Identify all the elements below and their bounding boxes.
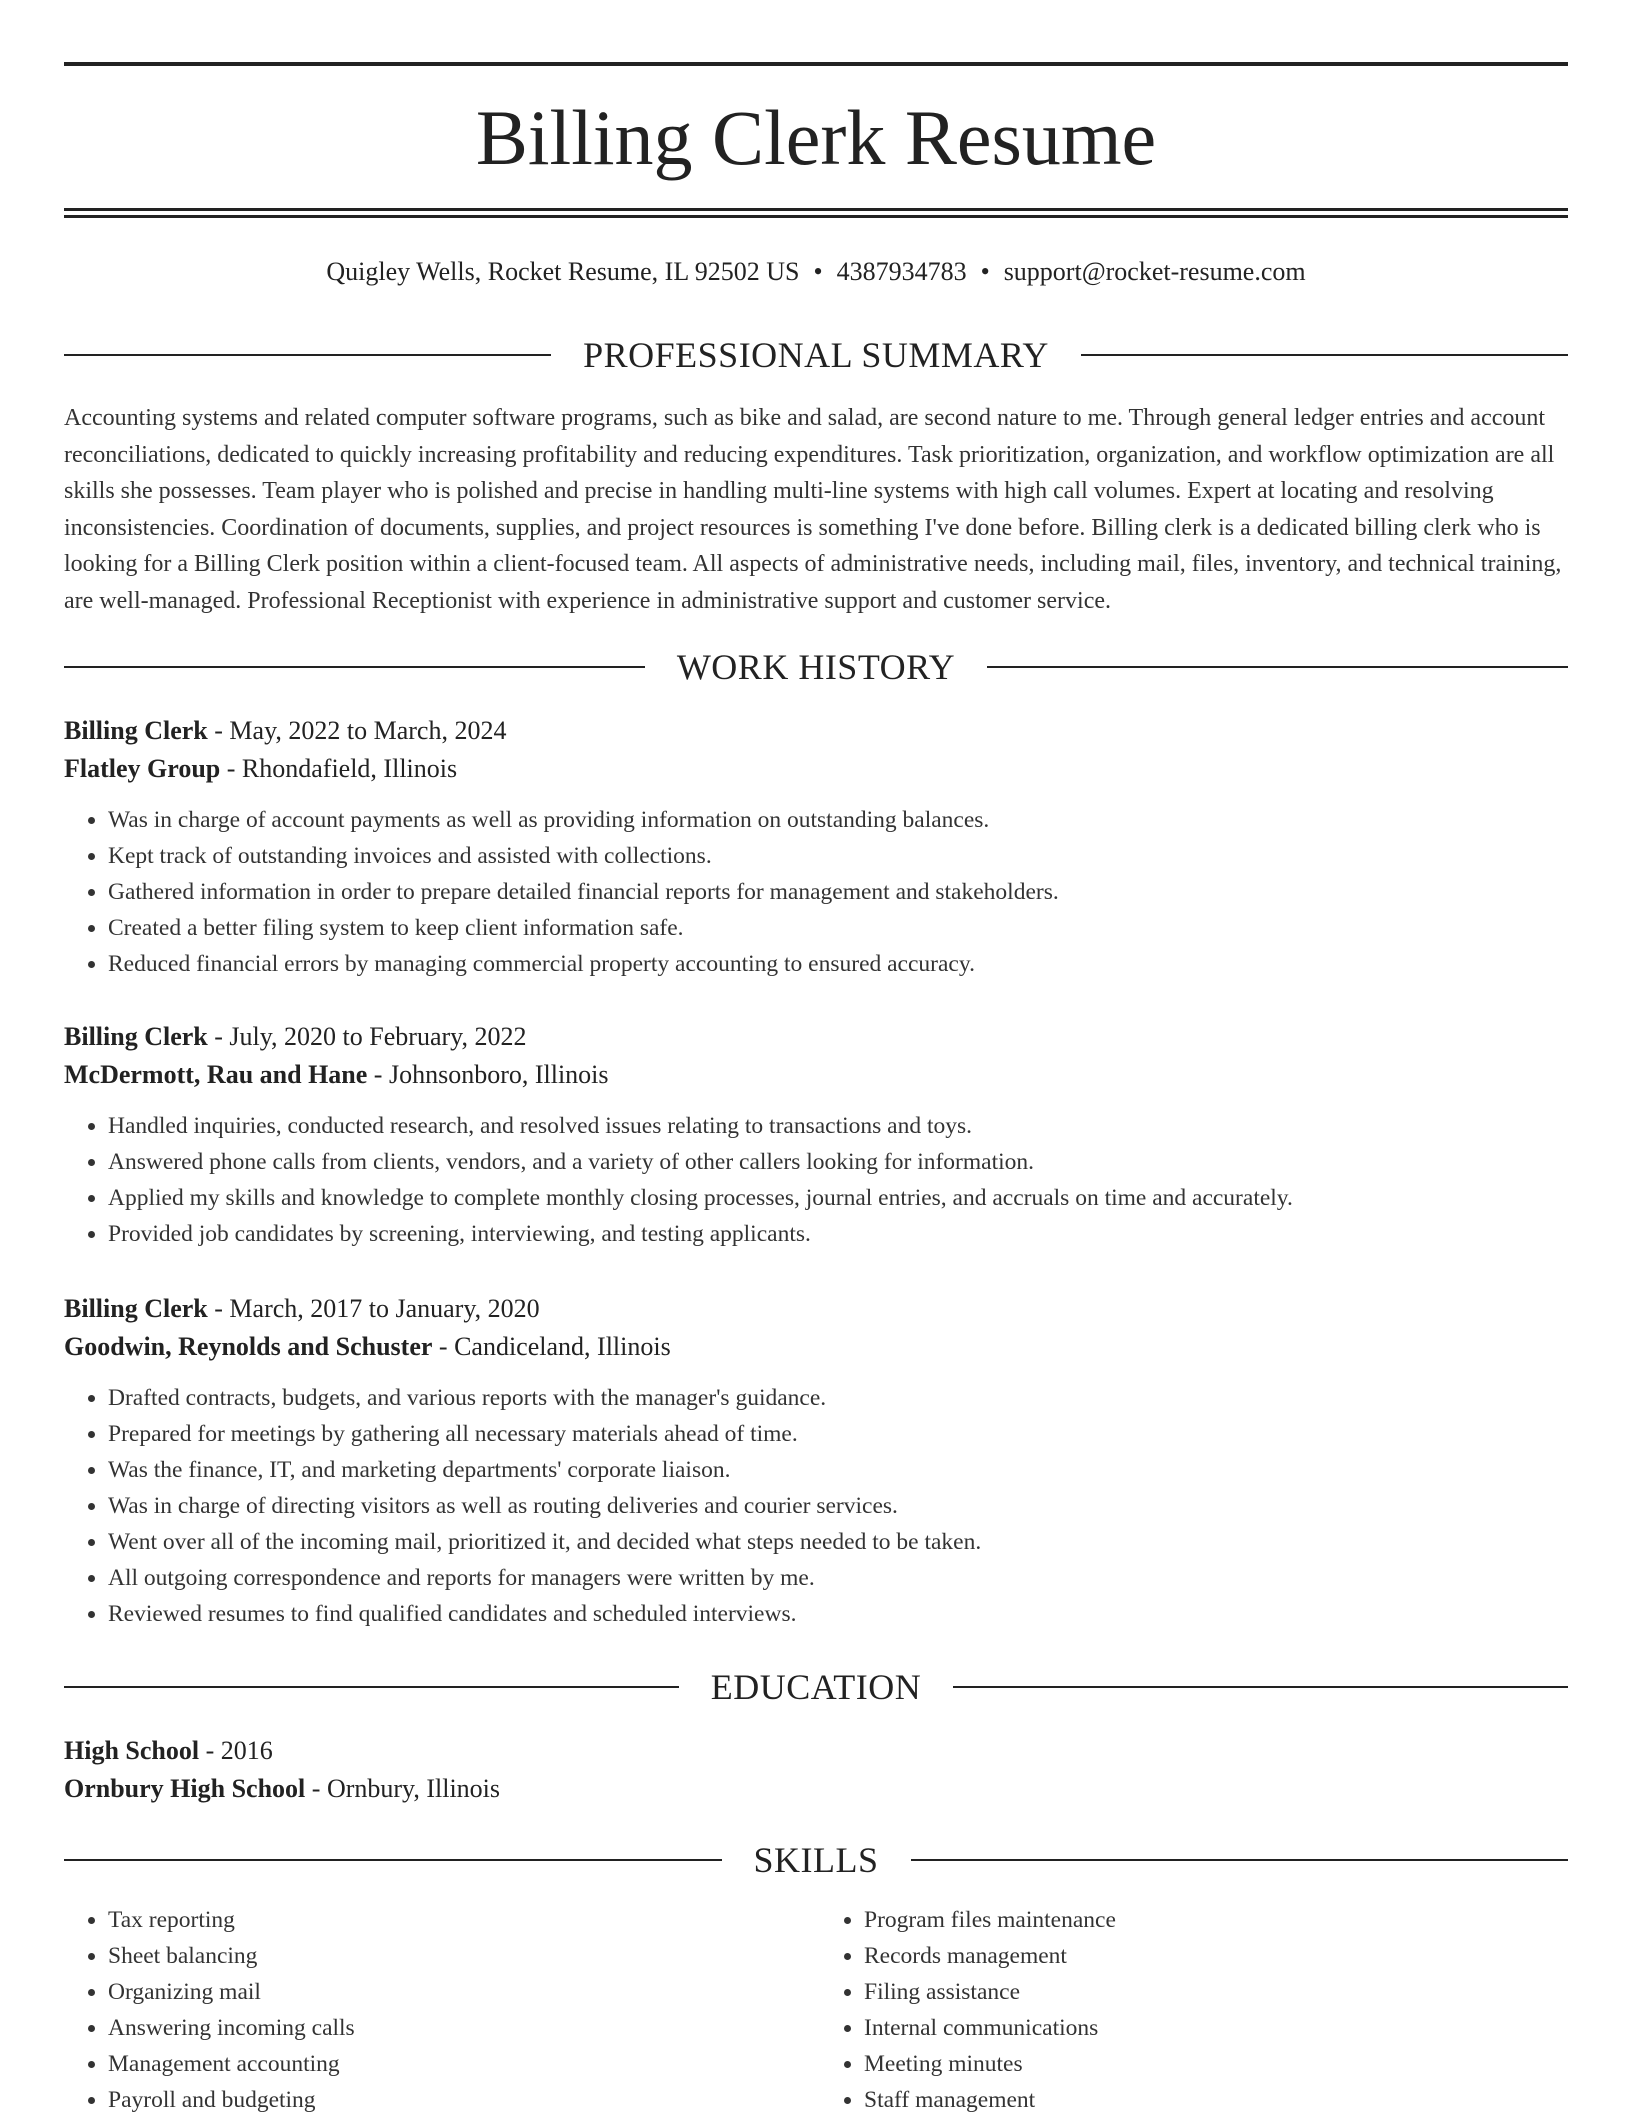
skill-item: • Tax reporting <box>108 1902 806 1938</box>
title-double-rule-top <box>64 208 1568 211</box>
education-school-line <box>64 1770 1568 1808</box>
list-item: • Answered phone calls from clients, vendors, and a variety of other callers looking for information. <box>108 1144 1568 1180</box>
job-dates: - July, 2020 to February, 2022 <box>207 1022 527 1051</box>
skills-column-left <box>64 1902 806 2118</box>
job-entry <box>64 712 1568 982</box>
skill-item: • Answering incoming calls <box>108 2010 806 2046</box>
contact-line <box>64 254 1568 290</box>
list-item: • Reviewed resumes to find qualified candidates and scheduled interviews. <box>108 1596 1568 1632</box>
list-item: • Was in charge of directing visitors as well as routing deliveries and courier services. <box>108 1488 1568 1524</box>
skill-item: • Sheet balancing <box>108 1938 806 1974</box>
section-title: EDUCATION <box>710 1667 922 1707</box>
section-title: SKILLS <box>753 1840 879 1880</box>
divider <box>911 1859 1569 1861</box>
job-entry <box>64 1018 1568 1252</box>
job-dates: - May, 2022 to March, 2024 <box>207 716 507 745</box>
job-title-line <box>64 1018 1568 1056</box>
skill-item: • Records management <box>864 1938 1562 1974</box>
divider <box>1081 354 1568 356</box>
job-location: - Johnsonboro, Illinois <box>367 1060 609 1089</box>
skill-item: • Payroll and budgeting <box>108 2082 806 2118</box>
job-bullets <box>64 1380 1568 1632</box>
list-item: • Was the finance, IT, and marketing departments' corporate liaison. <box>108 1452 1568 1488</box>
job-title: Billing Clerk <box>64 1022 208 1051</box>
education-year: - 2016 <box>199 1736 273 1765</box>
job-title-line <box>64 1290 1568 1328</box>
list-item: • Provided job candidates by screening, interviewing, and testing applicants. <box>108 1216 1568 1252</box>
job-company-line <box>64 1056 1568 1094</box>
title-double-rule-bottom <box>64 215 1568 218</box>
contact-address: Quigley Wells, Rocket Resume, IL 92502 US <box>326 257 800 286</box>
divider <box>953 1686 1568 1688</box>
contact-email[interactable]: support@rocket-resume.com <box>1003 257 1306 286</box>
list-item: • All outgoing correspondence and reports for managers were written by me. <box>108 1560 1568 1596</box>
divider <box>987 666 1568 668</box>
top-rule <box>64 62 1568 66</box>
section-header-summary <box>64 333 1568 377</box>
list-item: • Prepared for meetings by gathering all necessary materials ahead of time. <box>108 1416 1568 1452</box>
education-entry <box>64 1732 1568 1808</box>
job-dates: - March, 2017 to January, 2020 <box>207 1294 540 1323</box>
divider <box>64 354 551 356</box>
divider <box>64 666 645 668</box>
divider <box>64 1686 679 1688</box>
job-title: Billing Clerk <box>64 1294 208 1323</box>
page-title: Billing Clerk Resume <box>475 94 1157 181</box>
contact-separator: • <box>813 257 823 286</box>
skill-item: • Organizing mail <box>108 1974 806 2010</box>
list-item: • Reduced financial errors by managing commercial property accounting to ensured accuracy. <box>108 946 1568 982</box>
section-title: WORK HISTORY <box>676 647 956 687</box>
education-degree: High School <box>64 1736 200 1765</box>
skill-item: • Filing assistance <box>864 1974 1562 2010</box>
contact-phone[interactable]: 4387934783 <box>836 257 967 286</box>
job-company: Flatley Group <box>64 754 221 783</box>
skill-item: • Meeting minutes <box>864 2046 1562 2082</box>
skill-item: • Internal communications <box>864 2010 1562 2046</box>
divider <box>64 1859 722 1861</box>
skill-item: • Staff management <box>864 2082 1562 2118</box>
list-item: • Created a better filing system to keep client information safe. <box>108 910 1568 946</box>
job-bullets <box>64 1108 1568 1252</box>
job-company: McDermott, Rau and Hane <box>64 1060 368 1089</box>
list-item: • Gathered information in order to prepare detailed financial reports for management and stakeholders. <box>108 874 1568 910</box>
skill-item: • Program files maintenance <box>864 1902 1562 1938</box>
professional-summary-text: Accounting systems and related computer software programs, such as bike and salad, are second nature to me. Through general ledger entries and account reconciliations, dedicated to quickly increasing profitability and reducing expenditures. Task prioritization, organization, and workflow optimization are all skills she possesses. Team player who is polished and precise in handling multi-line systems with high call volumes. Expert at locating and resolving inconsistencies. Coordination of documents, supplies, and project resources is something I've done before. Billing clerk is a dedicated billing clerk who is looking for a Billing Clerk position within a client-focused team. All aspects of administrative needs, including mail, files, inventory, and technical training, are well-managed. Professional Receptionist with experience in administrative support and customer service. <box>64 405 1562 614</box>
section-header-skills <box>64 1838 1568 1882</box>
list-item: • Was in charge of account payments as well as providing information on outstanding balances. <box>108 802 1568 838</box>
job-title-line <box>64 712 1568 750</box>
job-company: Goodwin, Reynolds and Schuster <box>64 1332 433 1361</box>
job-location: - Candiceland, Illinois <box>432 1332 671 1361</box>
list-item: • Applied my skills and knowledge to complete monthly closing processes, journal entries, and accruals on time and accurately. <box>108 1180 1568 1216</box>
section-title: PROFESSIONAL SUMMARY <box>583 335 1049 375</box>
education-location: - Ornbury, Illinois <box>305 1774 501 1803</box>
section-header-work-history <box>64 645 1568 689</box>
section-header-education <box>64 1665 1568 1709</box>
job-bullets <box>64 802 1568 982</box>
job-title: Billing Clerk <box>64 716 208 745</box>
list-item: • Drafted contracts, budgets, and various reports with the manager's guidance. <box>108 1380 1568 1416</box>
skills-column-right <box>806 1902 1562 2118</box>
skills-list <box>64 1902 1568 2118</box>
job-company-line <box>64 1328 1568 1366</box>
skill-item: • Management accounting <box>108 2046 806 2082</box>
job-company-line <box>64 750 1568 788</box>
education-school: Ornbury High School <box>64 1774 306 1803</box>
job-location: - Rhondafield, Illinois <box>220 754 458 783</box>
job-entry <box>64 1290 1568 1632</box>
list-item: • Kept track of outstanding invoices and assisted with collections. <box>108 838 1568 874</box>
contact-separator: • <box>980 257 990 286</box>
list-item: • Went over all of the incoming mail, prioritized it, and decided what steps needed to be taken. <box>108 1524 1568 1560</box>
education-degree-line <box>64 1732 1568 1770</box>
list-item: • Handled inquiries, conducted research, and resolved issues relating to transactions and toys. <box>108 1108 1568 1144</box>
